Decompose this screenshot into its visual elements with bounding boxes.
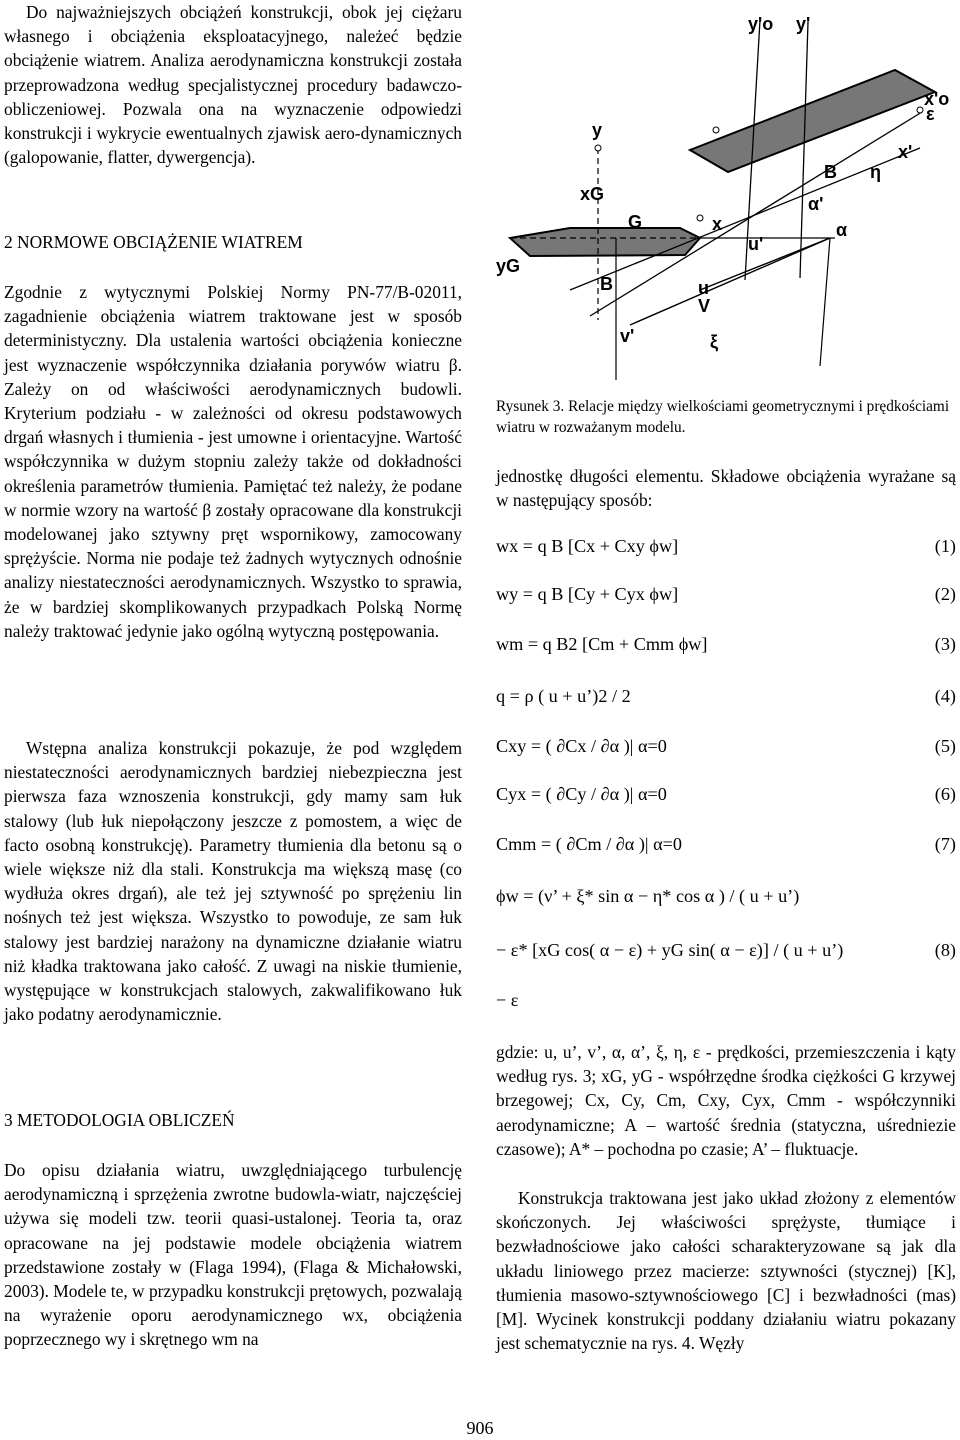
section-shape bbox=[510, 228, 700, 256]
label-epsilon: ε bbox=[926, 104, 935, 124]
label-v-bar: V bbox=[698, 296, 711, 316]
label-u-prime: u' bbox=[748, 234, 764, 254]
equation-6 bbox=[496, 784, 956, 814]
label-x-prime: x' bbox=[898, 142, 913, 162]
section-2-heading: 2 NORMOWE OBCIĄŻENIE WIATREM bbox=[4, 232, 303, 252]
section-3-paragraph-1: Do opisu działania wiatru, uwzględniającego turbulencję aerodynamiczną i sprzężenia zwrotne budowla-wiatr, najczęściej używa się modeli tzw. teorii quasi-ustalonej. Teoria ta, oraz opracowane na jej podstawie modele obciążenia wiatrem przedstawione zostały w (Flaga 1994), (Flaga & Michałowski, 2003). Modele te, w przypadku konstrukcji prętowych, pozwalają na wyrażenie oporu aerodynamicznego wx, obciążenia poprzecznego wy i skrętnego wm na bbox=[4, 1160, 462, 1350]
equation-8a-expr: ϕw = (ν’ + ξ* sin α − η* cos α ) / ( u + u’) bbox=[496, 886, 800, 906]
label-eta: η bbox=[870, 162, 881, 182]
equation-5-expr: Cxy = ( ∂Cx / ∂α )| α=0 bbox=[496, 736, 667, 756]
equation-7 bbox=[496, 834, 956, 864]
label-alpha: α bbox=[836, 220, 848, 240]
label-v-prime: v' bbox=[620, 326, 635, 346]
intro-paragraph: Do najważniejszych obciążeń konstrukcji, obok jej ciężaru własnego i obciążenia eksploatacyjnego, należeć będzie obciążenie wiatrem. Analiza aerodynamiczna konstrukcji została przeprowadzona według specjalistycznej procedury badawczo-obliczeniowej. Pozwala ona na wyznaczenie odpowiedzi konstrukcji i wykrycie ewentualnych zjawisk aero-dynamicznych (galopowanie, flatter, dywergencja). bbox=[4, 2, 462, 168]
equation-1 bbox=[496, 536, 956, 566]
label-y: y bbox=[592, 120, 603, 140]
figure-3-diagram bbox=[490, 0, 960, 390]
section-2-paragraph-2: Wstępna analiza konstrukcji pokazuje, że pod względem niestateczności aerodynamicznych bardziej niebezpieczna jest pierwsza faza wznoszenia konstrukcji, gdy mamy sam łuk stalowy (lub łuk niepołączony jeszcze z pomostem, a więc de facto osobną konstrukcję). Parametry tłumienia dla betonu są o wiele większe niż dla stali. Konstrukcja ma większą masę (co wydłuża okres drgań), ale też jej sztywność po sprężeniu lin nośnych też jest większa. Wszystko to powoduje, ze sam łuk stalowy jest bardziej narażony na dynamiczne działanie wiatru niż kładka traktowana jako całość. Z uwagi na niskie tłumienie, występujące w konstrukcjach stalowych, zakwalifikowano łuk jako podatny aerodynamicznie. bbox=[4, 738, 462, 1025]
equation-8a bbox=[496, 886, 956, 916]
caption-text: Relacje między wielkościami geometrycznymi i prędkościami wiatru w rozważanym modelu. bbox=[496, 398, 950, 436]
equation-3-expr: wm = q B2 [Cm + Cmm ϕw] bbox=[496, 634, 708, 654]
equation-1-expr: wx = q B [Cx + Cxy ϕw] bbox=[496, 536, 679, 556]
label-u-bar: u bbox=[698, 278, 709, 298]
equation-4-number: (4) bbox=[934, 686, 956, 706]
section-3-heading: 3 METODOLOGIA OBLICZEŃ bbox=[4, 1110, 235, 1130]
right-paragraph-gdzie: gdzie: u, u’, v’, α, α’, ξ, η, ε - prędkości, przemieszczenia i kąty według rys. 3; xG, yG - współrzędne środka ciężkości G krzywej brzegowej; Cx, Cy, Cm, Cxy, Cyx, Cmm - współczynniki aerodynamiczne; A – wartość średnia (statyczna, uśredniezie czasowe); A* – pochodna po czasie; A’ – fluktuacje. bbox=[496, 1042, 956, 1159]
label-y-prime: y' bbox=[796, 14, 811, 34]
right-paragraph-top: jednostkę długości elementu. Składowe obciążenia wyrażane są w następujący sposób: bbox=[496, 466, 956, 511]
equation-8c bbox=[496, 990, 956, 1020]
equation-2-number: (2) bbox=[934, 584, 956, 604]
equation-8b bbox=[496, 940, 956, 970]
label-x: x bbox=[712, 214, 723, 234]
page-number: 906 bbox=[466, 1418, 494, 1438]
label-b-bottom: B bbox=[600, 274, 613, 294]
right-paragraph-last: Konstrukcja traktowana jest jako układ złożony z elementów skończonych. Jej właściwości sprężyste, tłumiące i bezwładnościowe jako całości scharakteryzowane są jak dla układu liniowego przez macierze: sztywności (stycznej) [K], tłumienia masowo-sztywnościowego [C] i bezwładności (mas) [M]. Wycinek konstrukcji poddany działaniu wiatru pokazany jest schematycznie na rys. 4. Węzły bbox=[496, 1188, 956, 1354]
label-b-top: B bbox=[824, 162, 837, 182]
equation-7-number: (7) bbox=[934, 834, 956, 854]
label-xo-prime: x'o bbox=[924, 89, 950, 109]
label-xg: xG bbox=[580, 184, 605, 204]
equation-1-number: (1) bbox=[934, 536, 956, 556]
equation-3 bbox=[496, 634, 956, 664]
equation-8-number: (8) bbox=[934, 940, 956, 960]
equation-2-expr: wy = q B [Cy + Cyx ϕw] bbox=[496, 584, 679, 604]
equation-8b-expr: − ε* [xG cos( α − ε) + yG sin( α − ε)] / ( u + u’) bbox=[496, 940, 844, 960]
equation-3-number: (3) bbox=[934, 634, 956, 654]
figure-caption bbox=[496, 396, 956, 438]
equation-4-expr: q = ρ ( u + u’)2 / 2 bbox=[496, 686, 631, 706]
equation-5-number: (5) bbox=[934, 736, 956, 756]
equation-7-expr: Cmm = ( ∂Cm / ∂α )| α=0 bbox=[496, 834, 682, 854]
equation-6-number: (6) bbox=[934, 784, 956, 804]
section-2-paragraph-1: Zgodnie z wytycznymi Polskiej Normy PN-77/B-02011, zagadnienie obciążenia wiatrem traktowane jest w sposób deterministyczny. Dla ustalenia wartości obciążenia konieczne jest wyznaczenie współczynnika działania porywów wiatru β. Zależy on od właściwości aerodynamicznych budowli. Kryterium podziału - w zależności od okresu podstawowych drgań własnych i tłumienia - jest umowne i orientacyjne. Wartość współczynnika w dużym stopniu zależy także od dokładności określenia parametrów tłumienia. Pamiętać też należy, że podane w normie wzory na wartość β zostały opracowane dla konstrukcji modelowanej jako sztywny pręt wspornikowy, zamocowany sprężyście. Norma nie podaje też żadnych wytycznych odnośnie analizy niestateczności aerodynamicznych. Wszystko to sprawia, że w bardziej skomplikowanych przypadkach Polską Normę należy traktować jedynie jako ogólną wytyczną postępowania. bbox=[4, 282, 462, 641]
label-g: G bbox=[628, 212, 643, 232]
label-xi: ξ bbox=[710, 332, 719, 352]
equation-2 bbox=[496, 584, 956, 614]
equation-8c-expr: − ε bbox=[496, 990, 519, 1010]
label-yg: yG bbox=[496, 256, 521, 276]
label-yo-prime: y'o bbox=[748, 14, 774, 34]
caption-label: Rysunek 3. bbox=[496, 398, 565, 415]
label-alpha-prime: α' bbox=[808, 194, 824, 214]
equation-4 bbox=[496, 686, 956, 716]
equation-6-expr: Cyx = ( ∂Cy / ∂α )| α=0 bbox=[496, 784, 667, 804]
equation-5 bbox=[496, 736, 956, 766]
